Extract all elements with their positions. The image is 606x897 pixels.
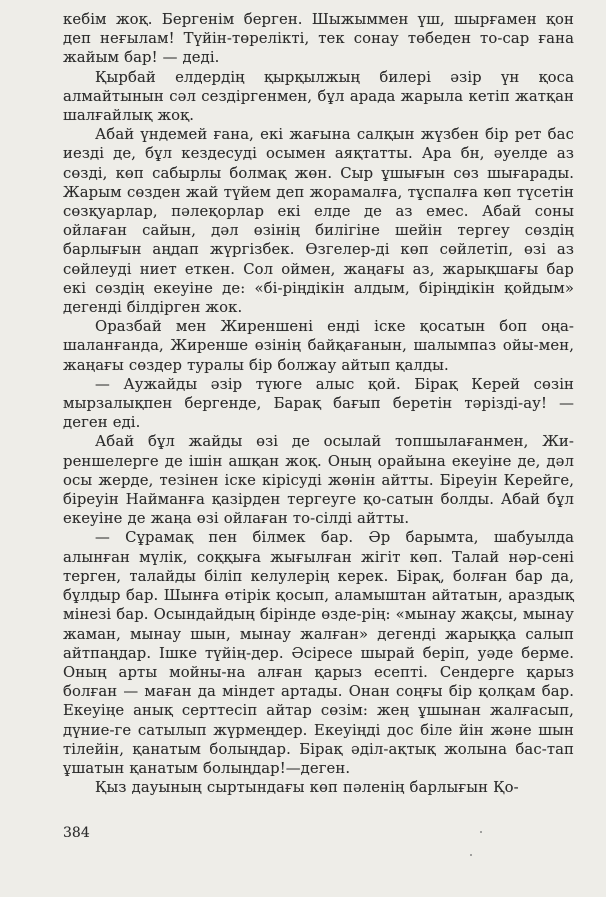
- page-body-text: [63, 10, 574, 797]
- paragraph: Абай бұл жайды өзі де осылай топшылағанмен, Жи-реншелерге де ішін ашқан жоқ. Оның орайына екеуіне де, дәл осы жерде, тезінен іске кірісуді жөнін айтты. Біреуін Керейге, біреуін Найманға қазірден тергеуге қо-сатын болды. Абай бұл екеуіне де жаңа өзі ойлаған то-сілді айтты.: [63, 433, 574, 528]
- paragraph: Оразбай мен Жиреншені енді іске қосатын боп оңа-шаланғанда, Жиренше өзінің байқағанын, шалымпаз ойы-мен, жаңағы сөздер туралы бір болжау айтып қалды.: [63, 318, 574, 374]
- paragraph: Қыз дауының сыртындағы көп пәленің барлығын Қо-: [95, 779, 519, 797]
- paragraph: кебім жоқ. Бергенім берген. Шыжыммен үш, шырғамен қон деп неғылам! Түйін-төрелікті, тек сонау төбеден то-сар ғана жайым бар! — деді.: [63, 11, 574, 67]
- print-speck: [480, 831, 482, 833]
- print-speck: [470, 854, 472, 856]
- paragraph: — Аужайды әзір түюге алыс қой. Бірақ Керей сөзін мырзалықпен бергенде, Барақ бағып беретін тәрізді-ау! —деген еді.: [63, 375, 574, 432]
- page-number: 384: [63, 825, 90, 841]
- paragraph: — Сұрамақ пен білмек бар. Әр барымта, шабуылда алынған мүлік, соққыға жығылған жігіт көп. Талай нәр-сені терген, талайды біліп келулерің керек. Бірақ, болған бар да, бұлдыр бар. Шынға өтірік қосып, аламыштан айтатын, араздық мінезі бар. Осындайдың бірінде өзде-рің: «мынау жақсы, мынау жаман, мынау шын, мынау жалған» дегенді жарыққа салып айтпаңдар. Ішке түйің-дер. Әсіресе шырай беріп, уәде берме. Оның арты мойны-на алған қарыз есепті. Сендерге қарыз болған — маған да міндет артады. Онан соңғы бір қолқам бар. Екеуіңе анық серттесіп айтар сөзім: жең ұшынан жалғасып, дүние-ге сатылып жүрмеңдер. Екеуіңді дос біле йін және шын тілейін, қанатым болыңдар. Бірақ әділ-ақтық жолына бас-тап ұшатын қанатым болыңдар!—деген.: [63, 529, 574, 777]
- paragraph: Қырбай елдердің қырқылжың билері әзір үн қоса алмайтынын сәл сездіргенмен, бұл арада жарыла кетіп жатқан шалғайлық жоқ.: [63, 68, 574, 125]
- paragraph: Абай үндемей ғана, екі жағына салқын жүзбен бір рет бас иезді де, бұл кездесуді осымен аяқтатты. Ара бн, әуелде аз сөзді, көп сабырлы болмақ жөн. Сыр ұшығын сөз шығарады. Жарым сөзден жай түйем деп жорамалға, тұспалға көп түсетін сөзқуарлар, пәлеқорлар екі елде де аз емес. Абай соны ойлаған сайын, дәл өзінің билігіне шейін тергеу сөздің барлығын аңдап жүргізбек. Өзгелер-ді көп сөйлетіп, өзі аз сөйлеуді ниет еткен. Сол оймен, жаңағы аз, жарықшағы бар екі сөздің екеуіне де: «бі-ріңдікін алдым, біріңдікін қойдым» дегенді білдірген жок.: [63, 126, 574, 317]
